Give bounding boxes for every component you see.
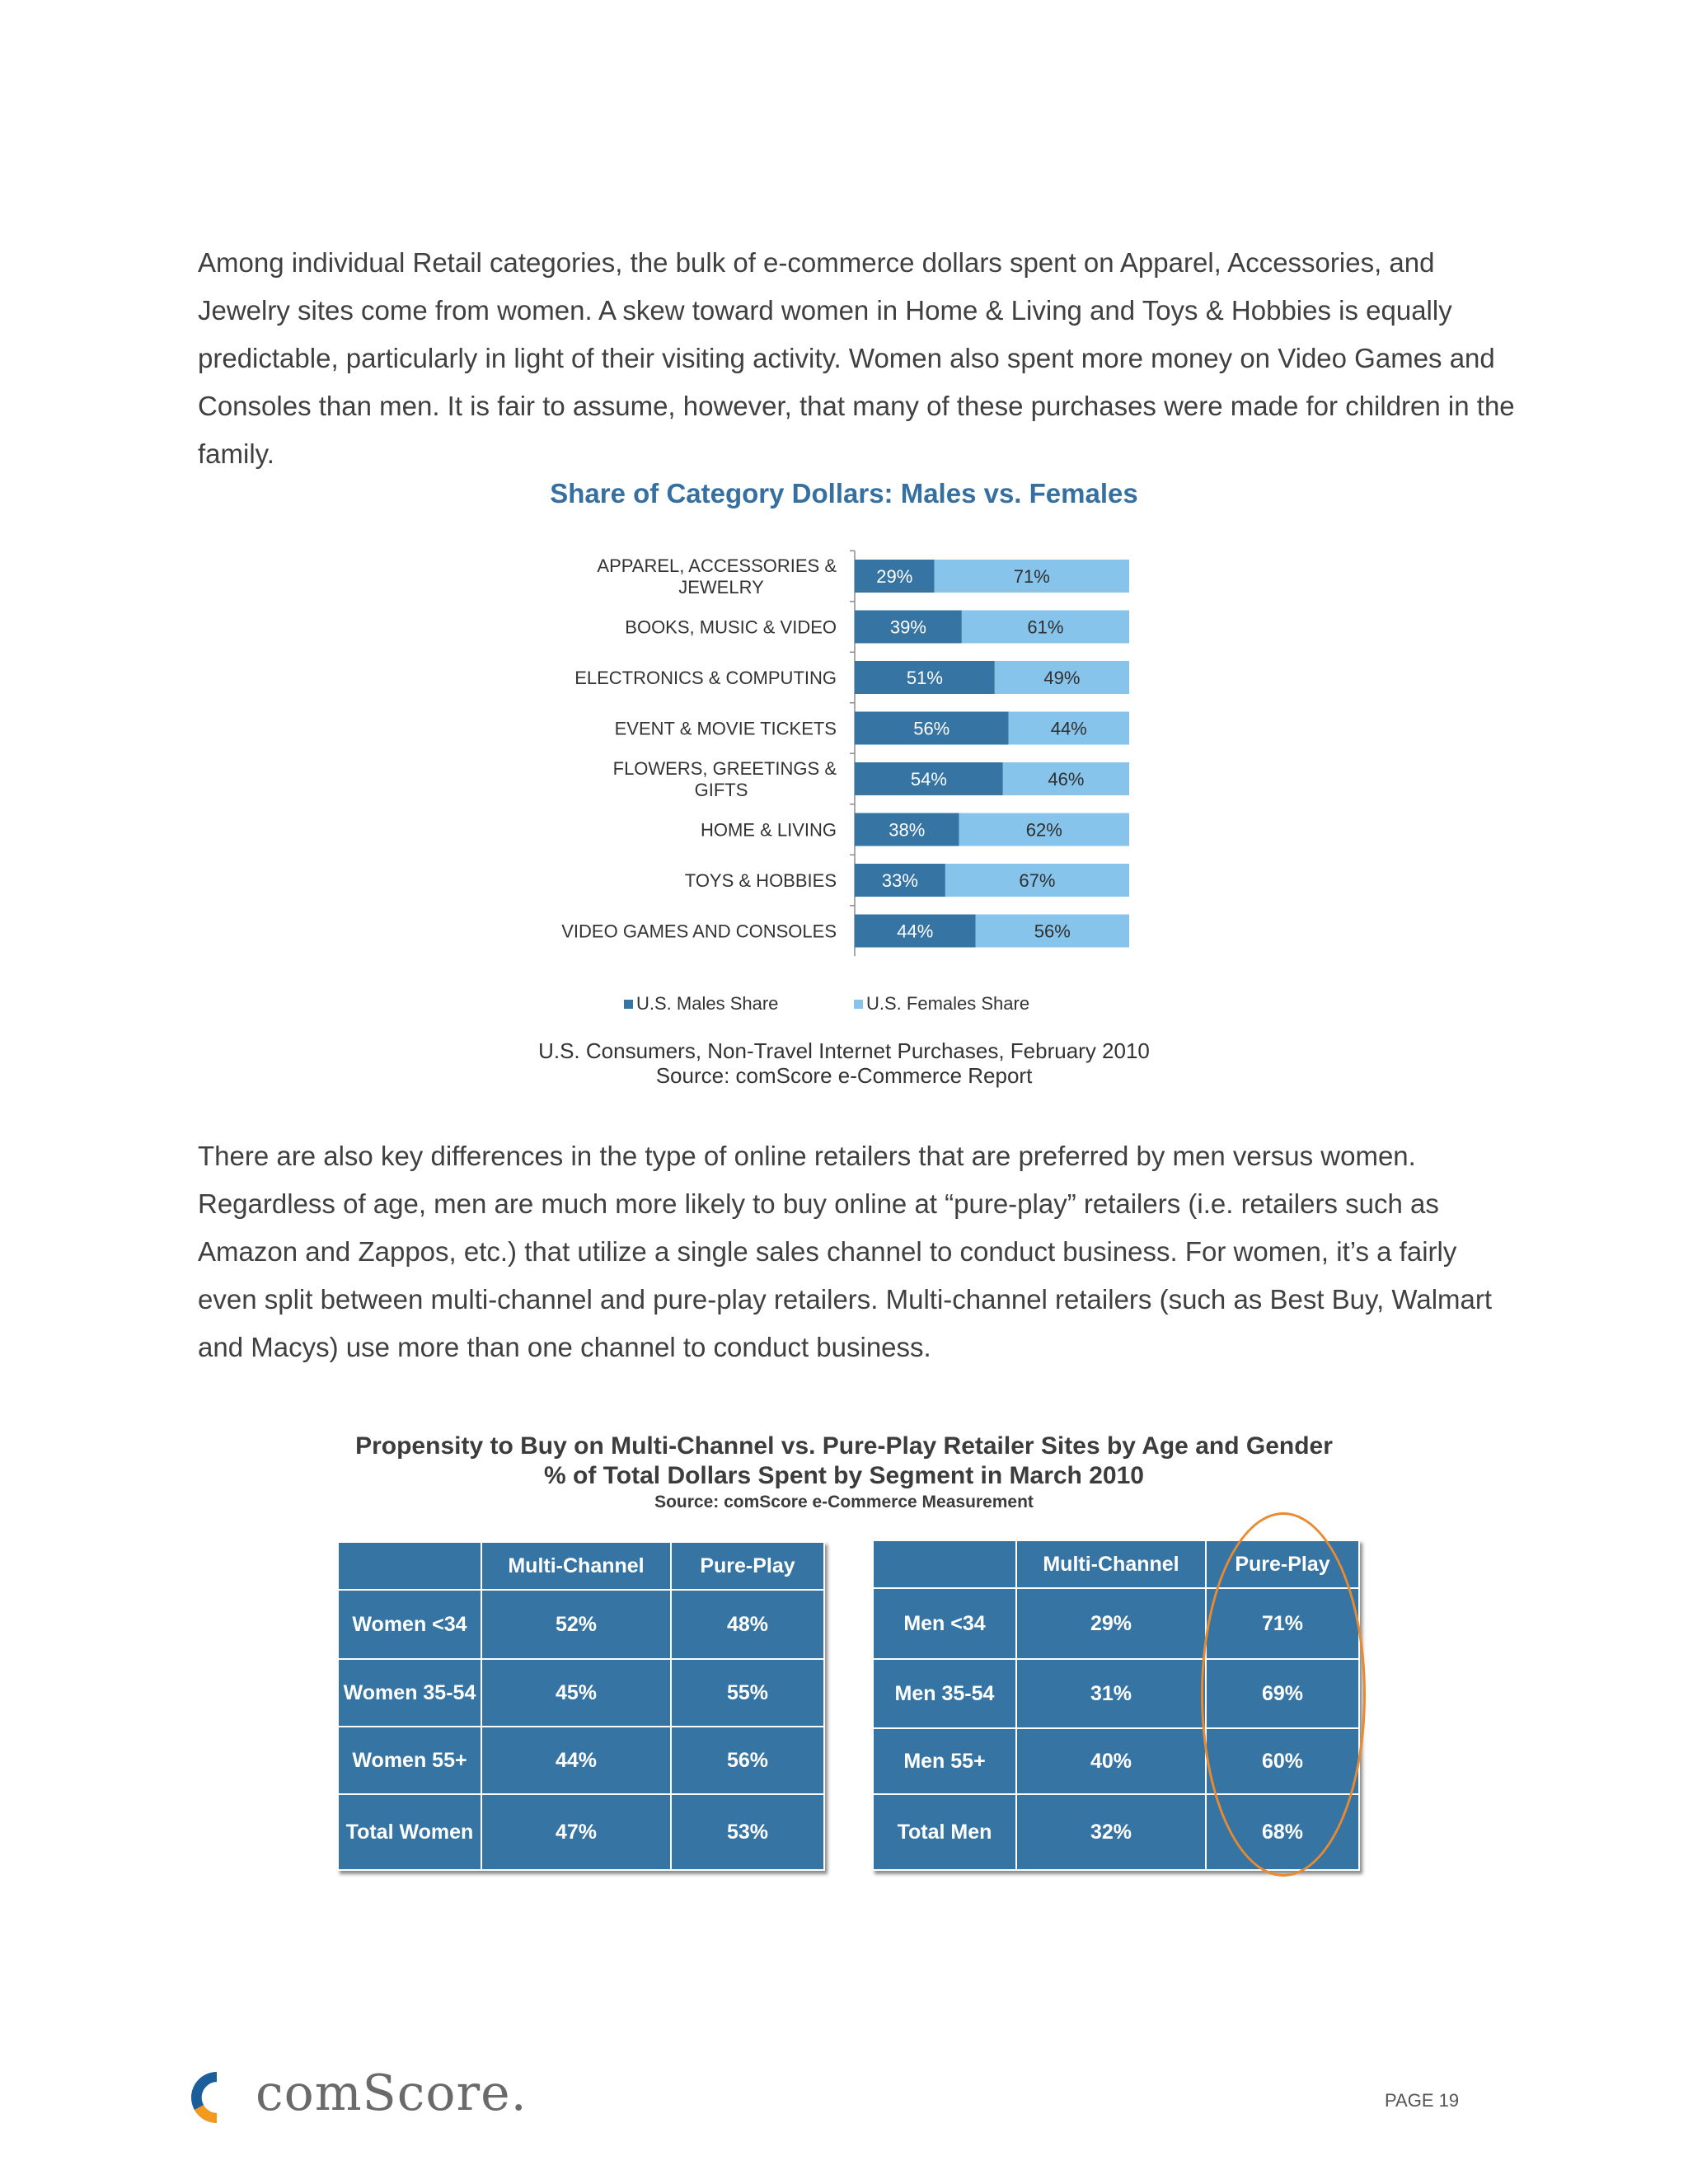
category-label: EVENT & MOVIE TICKETS [614, 718, 837, 739]
highlight-oval [1201, 1512, 1366, 1877]
table-cell: 60% [1206, 1728, 1359, 1794]
legend-label: U.S. Females Share [866, 993, 1030, 1014]
retailer-paragraph: There are also key differences in the type of online retailers that are preferred by men versus women. Regardless of age, men are much more likely to buy online at “pure-play” retailers (i.e. retailers such as Amazon and Zappos, etc.) that utilize a single sales channel to conduct business. For women, it’s a fairly even split between multi-channel and pure-play retailers. Multi-channel retailers (such as Best Buy, Walmart and Macys) use more than one channel to conduct business. [198, 1141, 1493, 1362]
row-label: Men 35-54 [873, 1659, 1016, 1728]
data-label: 39% [889, 616, 926, 638]
data-label: 49% [1043, 668, 1081, 688]
category-label: ELECTRONICS & COMPUTING [574, 668, 837, 688]
row-label: Women 55+ [338, 1727, 481, 1794]
legend-swatch [624, 1000, 633, 1009]
data-label: 44% [1050, 718, 1087, 739]
category-label: TOYS & HOBBIES [684, 870, 837, 891]
category-label: APPAREL, ACCESSORIES & [597, 555, 837, 576]
table-header-cell: Pure-Play [1206, 1540, 1359, 1588]
category-label: GIFTS [694, 780, 748, 800]
row-label: Women 35-54 [338, 1659, 481, 1727]
legend-swatch [854, 1000, 863, 1009]
table-cell: 32% [1016, 1794, 1206, 1870]
row-label: Men 55+ [873, 1728, 1016, 1794]
intro-paragraph: Among individual Retail categories, the bulk of e-commerce dollars spent on Apparel, Accessories, and Jewelry sites come from women. A skew toward women in Home & Living and Toys & Hobbies is equally predictable, particularly in light of their visiting activity. Women also spent more money on Video Games and Consoles than men. It is fair to assume, however, that many of these purchases were made for children in the family. [198, 247, 1515, 469]
table-header-cell: Multi-Channel [1016, 1540, 1206, 1588]
row-label: Total Men [873, 1794, 1016, 1870]
data-label: 56% [913, 718, 950, 739]
table-header-cell: Pure-Play [671, 1542, 824, 1590]
data-label: 38% [889, 819, 926, 841]
table-cell: 55% [671, 1659, 824, 1727]
row-label: Women <34 [338, 1590, 481, 1659]
tables-source: Source: comScore e-Commerce Measurement [654, 1493, 1034, 1511]
data-label: 54% [910, 769, 947, 790]
page-number: PAGE 19 [1385, 2090, 1460, 2111]
table-cell: 71% [1206, 1588, 1359, 1659]
women-table [337, 1541, 825, 1871]
chart-title: Share of Category Dollars: Males vs. Females [550, 478, 1138, 509]
data-label: 33% [881, 870, 918, 891]
legend-label: U.S. Males Share [636, 993, 779, 1014]
category-label: FLOWERS, GREETINGS & [612, 758, 837, 779]
tables-subtitle: % of Total Dollars Spent by Segment in March 2010 [544, 1462, 1144, 1489]
data-label: 46% [1048, 769, 1085, 790]
data-label: 67% [1019, 870, 1056, 891]
table-cell: 44% [481, 1727, 671, 1794]
table-cell: 40% [1016, 1728, 1206, 1794]
chart-caption: U.S. Consumers, Non-Travel Internet Purchases, February 2010 [538, 1038, 1150, 1063]
table-row [338, 1590, 824, 1659]
table-cell: 48% [671, 1590, 824, 1659]
data-label: 62% [1025, 819, 1062, 841]
data-label: 61% [1027, 616, 1064, 638]
comscore-logo-icon [188, 2069, 246, 2126]
table-header-cell [338, 1542, 481, 1590]
table-header-row [338, 1542, 824, 1590]
category-label: VIDEO GAMES AND CONSOLES [561, 921, 837, 942]
table-cell: 31% [1016, 1659, 1206, 1728]
row-label: Total Women [338, 1794, 481, 1870]
table-cell: 29% [1016, 1588, 1206, 1659]
table-cell: 69% [1206, 1659, 1359, 1728]
table-cell: 68% [1206, 1794, 1359, 1870]
data-label: 44% [897, 921, 934, 942]
table-cell: 52% [481, 1590, 671, 1659]
table-row [338, 1727, 824, 1794]
stacked-bar-chart [0, 0, 1688, 1022]
table-row [338, 1659, 824, 1727]
table-cell: 45% [481, 1659, 671, 1727]
data-label: 29% [876, 566, 913, 587]
table-header-cell: Multi-Channel [481, 1542, 671, 1590]
row-label: Men <34 [873, 1588, 1016, 1659]
comscore-logo-text: comScore. [256, 2064, 528, 2122]
data-label: 56% [1034, 921, 1071, 942]
table-cell: 47% [481, 1794, 671, 1870]
category-label: JEWELRY [678, 577, 764, 598]
category-label: BOOKS, MUSIC & VIDEO [625, 616, 837, 638]
table-header-cell [873, 1540, 1016, 1588]
category-label: HOME & LIVING [700, 819, 837, 841]
table-cell: 53% [671, 1794, 824, 1870]
tables-title: Propensity to Buy on Multi-Channel vs. Pure-Play Retailer Sites by Age and Gender [355, 1432, 1333, 1460]
chart-source: Source: comScore e-Commerce Report [655, 1063, 1033, 1088]
data-label: 51% [906, 668, 943, 688]
table-row [338, 1794, 824, 1870]
data-label: 71% [1013, 566, 1050, 587]
table-cell: 56% [671, 1727, 824, 1794]
